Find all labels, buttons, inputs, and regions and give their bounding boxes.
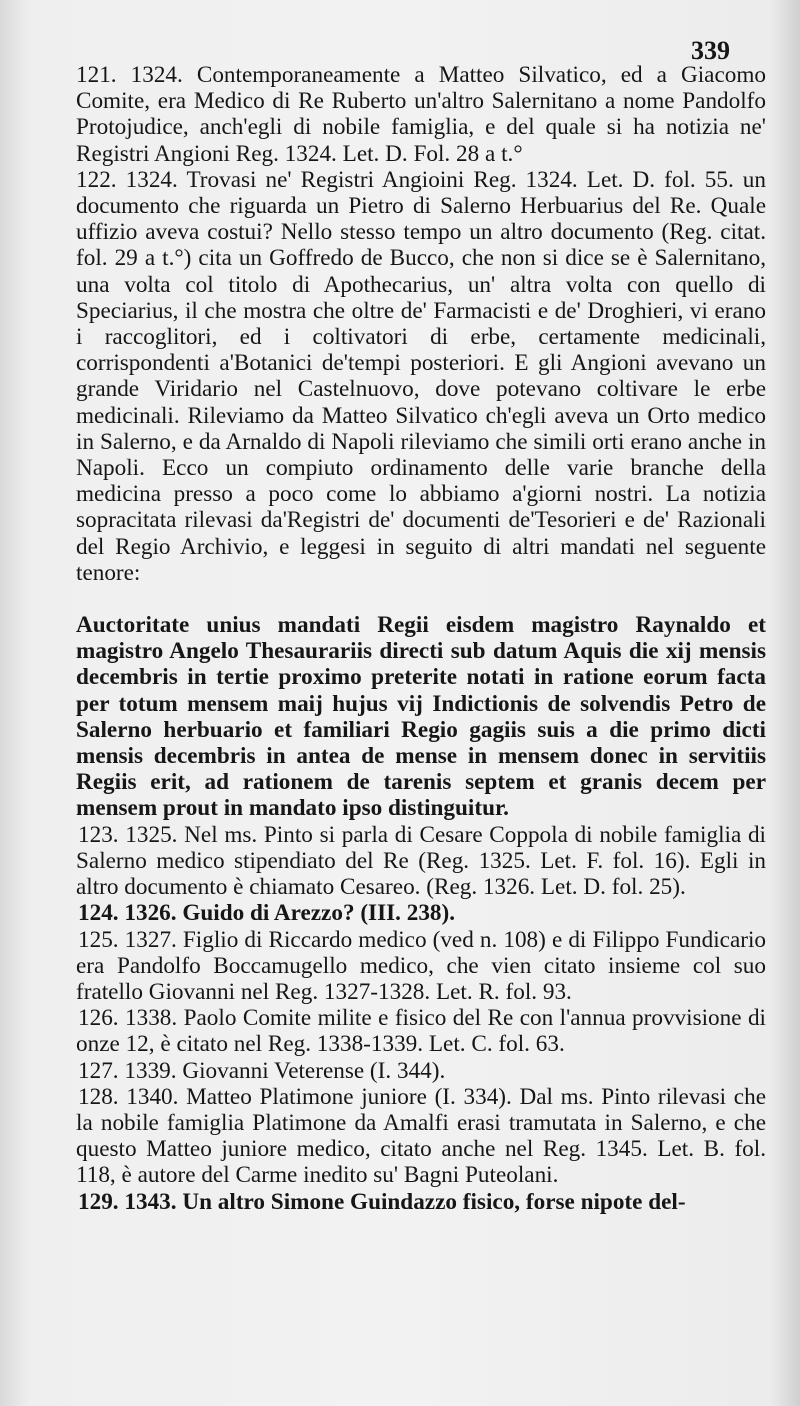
entry-122: 122. 1324. Trovasi ne' Registri Angioini Reg. 1324. Let. D. fol. 55. un documento che riguarda un Pietro di Salerno Herbuarius del Re. Quale uffizio aveva costui? Nello stesso tempo un altro documento (Reg. citat. fol. 29 a t.°) cita un Goffredo de Bucco, che non si dice se è Salernitano, una volta col titolo di Apothecarius, un' altra volta con quello di Speciarius, il che mostra che oltre de' Farmacisti e de' Droghieri, vi erano i raccoglitori, ed i coltivatori di erbe, certamente medicinali, corrispondenti a'Botanici de'tempi posteriori. E gli Angioni avevano un grande Viridario nel Castelnuovo, dove potevano coltivare le erbe medicinali. Rileviamo da Matteo Silvatico ch'egli aveva un Orto medico in Salerno, e da Arnaldo di Napoli rileviamo che simili orti erano anche in Napoli. Ecco un compiuto ordinamento delle varie branche della medicina presso a poco come lo abbiamo a'giorni nostri. La notizia sopracitata rilevasi da'Registri de' documenti de'Tesorieri e de' Razionali del Regio Archivio, e leggesi in seguito di altri mandati nel seguente tenore: bbox=[76, 166, 766, 586]
entry-128: 128. 1340. Matteo Platimone juniore (I. 334). Dal ms. Pinto rilevasi che la nobile famiglia Platimone da Amalfi erasi tramutata in Salerno, e che questo Matteo juniore medico, citato anche nel Reg. 1345. Let. B. fol. 118, è autore del Carme inedito su' Bagni Puteolani. bbox=[76, 1083, 766, 1189]
entry-121: 121. 1324. Contemporaneamente a Matteo Silvatico, ed a Giacomo Comite, era Medico di Re Ruberto un'altro Salernitano a nome Pandolfo Protojudice, anch'egli di nobile famiglia, e del quale si ha notizia ne' Registri Angioni Reg. 1324. Let. D. Fol. 28 a t.° bbox=[76, 62, 766, 167]
page-number: 339 bbox=[691, 36, 730, 65]
latin-mandate-quote: Auctoritate unius mandati Regii eisdem magistro Raynaldo et magistro Angelo Thesaurariis directi sub datum Aquis die xij mensis decembris in tertie proximo preterite notati in ratione eorum facta per totum mensem maij hujus vij Indictionis de solvendis Petro de Salerno herbuario et familiari Regio gagiis suis a die primo dicti mensis decembris in antea de mense in mensem donec in servitiis Regiis erit, ad rationem de tarenis septem et granis decem per mensem prout in mandato ipso distinguitur. bbox=[76, 612, 766, 822]
entry-124: 124. 1326. Guido di Arezzo? (III. 238). bbox=[78, 900, 456, 927]
entry-123: 123. 1325. Nel ms. Pinto si parla di Cesare Coppola di nobile famiglia di Salerno medico stipendiato del Re (Reg. 1325. Let. F. fol. 16). Egli in altro documento è chiamato Cesareo. (Reg. 1326. Let. D. fol. 25). bbox=[76, 821, 766, 901]
entry-126: 126. 1338. Paolo Comite milite e fisico del Re con l'annua provvisione di onze 12, è citato nel Reg. 1338-1339. Let. C. fol. 63. bbox=[76, 1005, 766, 1058]
entry-127: 127. 1339. Giovanni Veterense (I. 344). bbox=[78, 1057, 446, 1084]
page-text bbox=[76, 62, 766, 1215]
entry-125: 125. 1327. Figlio di Riccardo medico (ved n. 108) e di Filippo Fundicario era Pandolfo Boccamugello medico, che vien citato insieme col suo fratello Giovanni nel Reg. 1327-1328. Let. R. fol. 93. bbox=[76, 926, 766, 1005]
entry-129: 129. 1343. Un altro Simone Guindazzo fisico, forse nipote del- bbox=[78, 1188, 686, 1215]
